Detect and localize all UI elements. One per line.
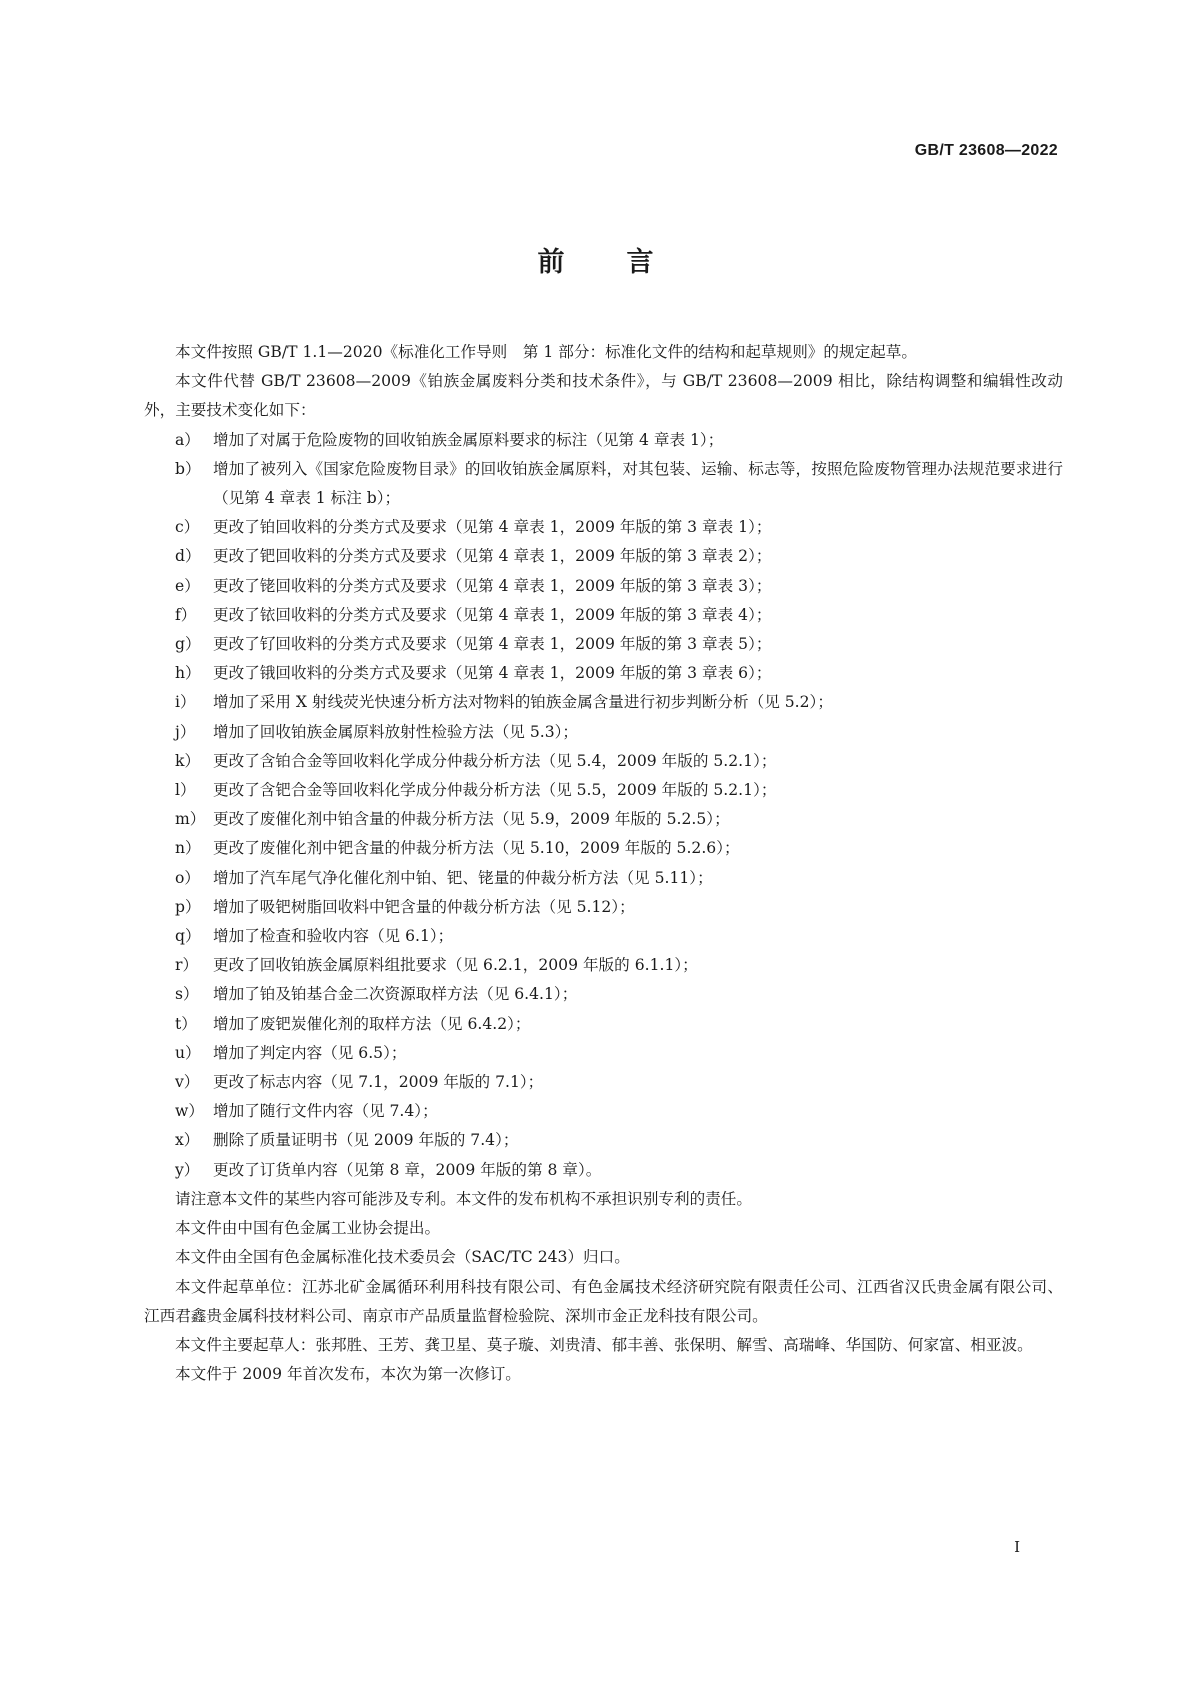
- change-item-text: 增加了随行文件内容（见 7.4）；: [213, 1102, 438, 1121]
- change-item-marker: j）: [175, 722, 196, 741]
- change-list-item: [144, 1126, 1063, 1155]
- change-list-item: [144, 688, 1063, 717]
- change-item-marker: s）: [175, 985, 199, 1004]
- change-item-text: 更改了铑回收料的分类方式及要求（见第 4 章表 1，2009 年版的第 3 章表 3）；: [213, 576, 772, 595]
- change-list-item: [144, 805, 1063, 834]
- change-item-marker: a）: [175, 430, 200, 449]
- change-item-text: 更改了钌回收料的分类方式及要求（见第 4 章表 1，2009 年版的第 3 章表 5）；: [213, 635, 772, 654]
- change-item-marker: u）: [175, 1043, 201, 1062]
- change-item-text: 更改了废催化剂中铂含量的仲裁分析方法（见 5.9，2009 年版的 5.2.5）；: [213, 810, 730, 829]
- change-list-item: [144, 1039, 1063, 1068]
- change-item-text: 增加了吸钯树脂回收料中钯含量的仲裁分析方法（见 5.12）；: [213, 897, 635, 916]
- change-item-marker: d）: [175, 547, 201, 566]
- change-list-item: [144, 922, 1063, 951]
- change-list-item: [144, 513, 1063, 542]
- change-item-marker: b）: [175, 459, 201, 478]
- change-item-marker: k）: [175, 751, 201, 770]
- change-list-item: [144, 776, 1063, 805]
- drafters-statement: 本文件主要起草人：张邦胜、王芳、龚卫星、莫子璇、刘贵清、郁丰善、张保明、解雪、高瑞峰、华国防、何家富、相亚波。: [175, 1335, 1033, 1354]
- change-item-text: 更改了铂回收料的分类方式及要求（见第 4 章表 1，2009 年版的第 3 章表 1）；: [213, 518, 772, 537]
- change-item-marker: f）: [175, 605, 197, 624]
- change-list-item: [144, 572, 1063, 601]
- change-item-marker: i）: [175, 693, 196, 712]
- change-list-item: [144, 630, 1063, 659]
- change-item-text: 删除了质量证明书（见 2009 年版的 7.4）；: [213, 1131, 519, 1150]
- change-list-item: [144, 1097, 1063, 1126]
- change-item-marker: l）: [175, 781, 196, 800]
- change-list-item: [144, 951, 1063, 980]
- page-number: I: [1014, 1538, 1020, 1556]
- change-item-marker: c）: [175, 518, 200, 537]
- change-item-text: 更改了回收铂族金属原料组批要求（见 6.2.1，2009 年版的 6.1.1）；: [213, 956, 698, 975]
- drafting-units-statement: 本文件起草单位：江苏北矿金属循环利用科技有限公司、有色金属技术经济研究院有限责任公司、江西省汉氏贵金属有限公司、江西君鑫贵金属科技材料公司、南京市产品质量监督检验院、深圳市金正龙科技有限公司。: [144, 1277, 1063, 1325]
- change-item-text: 更改了钯回收料的分类方式及要求（见第 4 章表 1，2009 年版的第 3 章表 2）；: [213, 547, 772, 566]
- change-list-item: [144, 1156, 1063, 1185]
- intro-paragraph-replacement: 本文件代替 GB/T 23608—2009《铂族金属废料分类和技术条件》，与 GB/T 23608—2009 相比，除结构调整和编辑性改动外，主要技术变化如下：: [144, 372, 1063, 420]
- change-item-text: 增加了回收铂族金属原料放射性检验方法（见 5.3）；: [213, 722, 579, 741]
- change-item-marker: o）: [175, 868, 200, 887]
- change-item-marker: t）: [175, 1014, 197, 1033]
- change-list-item: [144, 1010, 1063, 1039]
- change-list-item: [144, 747, 1063, 776]
- change-item-text: 增加了对属于危险废物的回收铂族金属原料要求的标注（见第 4 章表 1）；: [213, 430, 724, 449]
- change-item-marker: w）: [175, 1102, 204, 1121]
- change-item-text: 增加了采用 X 射线荧光快速分析方法对物料的铂族金属含量进行初步判断分析（见 5.2）；: [213, 693, 833, 712]
- page-title: 前言: [537, 247, 716, 278]
- change-item-text: 更改了铱回收料的分类方式及要求（见第 4 章表 1，2009 年版的第 3 章表 4）；: [213, 605, 772, 624]
- change-item-marker: h）: [175, 664, 201, 683]
- change-item-marker: p）: [175, 897, 201, 916]
- change-list-item: [144, 834, 1063, 863]
- publication-history: 本文件于 2009 年首次发布，本次为第一次修订。: [175, 1365, 521, 1384]
- change-item-text: 更改了标志内容（见 7.1，2009 年版的 7.1）；: [213, 1073, 544, 1092]
- committee-statement: 本文件由全国有色金属标准化技术委员会（SAC/TC 243）归口。: [175, 1248, 630, 1267]
- change-item-text: 更改了废催化剂中钯含量的仲裁分析方法（见 5.10，2009 年版的 5.2.6）；: [213, 839, 740, 858]
- change-item-text: 增加了汽车尾气净化催化剂中铂、钯、铑量的仲裁分析方法（见 5.11）；: [213, 868, 713, 887]
- intro-paragraph-drafting-rules: 本文件按照 GB/T 1.1—2020《标准化工作导则 第 1 部分：标准化文件的结构和起草规则》的规定起草。: [175, 343, 917, 361]
- technical-changes-list: [144, 426, 1063, 1185]
- change-item-text: 更改了锇回收料的分类方式及要求（见第 4 章表 1，2009 年版的第 3 章表 6）；: [213, 664, 772, 683]
- change-list-item: [144, 455, 1063, 513]
- change-item-text: 增加了废钯炭催化剂的取样方法（见 6.4.2）；: [213, 1014, 531, 1033]
- change-list-item: [144, 542, 1063, 571]
- change-item-marker: n）: [175, 839, 201, 858]
- proposer-statement: 本文件由中国有色金属工业协会提出。: [175, 1219, 441, 1238]
- change-item-text: 增加了判定内容（见 6.5）；: [213, 1043, 407, 1062]
- change-item-marker: y）: [175, 1160, 200, 1179]
- patent-notice: 请注意本文件的某些内容可能涉及专利。本文件的发布机构不承担识别专利的责任。: [175, 1189, 752, 1208]
- change-list-item: [144, 601, 1063, 630]
- change-item-marker: g）: [175, 635, 201, 654]
- change-list-item: [144, 1068, 1063, 1097]
- change-item-text: 更改了订货单内容（见第 8 章，2009 年版的第 8 章）。: [213, 1160, 602, 1179]
- change-item-marker: x）: [175, 1131, 200, 1150]
- change-list-item: [144, 864, 1063, 893]
- change-item-text: 增加了铂及铂基合金二次资源取样方法（见 6.4.1）；: [213, 985, 578, 1004]
- change-list-item: [144, 980, 1063, 1009]
- change-list-item: [144, 718, 1063, 747]
- change-item-text: 增加了被列入《国家危险废物目录》的回收铂族金属原料，对其包装、运输、标志等，按照危险废物管理办法规范要求进行（见第 4 章表 1 标注 b）；: [213, 459, 1063, 508]
- foreword-body: [144, 338, 1063, 1389]
- change-list-item: [144, 659, 1063, 688]
- change-item-marker: v）: [175, 1073, 200, 1092]
- change-item-text: 更改了含钯合金等回收料化学成分仲裁分析方法（见 5.5，2009 年版的 5.2.1）；: [213, 781, 777, 800]
- change-item-text: 更改了含铂合金等回收料化学成分仲裁分析方法（见 5.4，2009 年版的 5.2.1）；: [213, 751, 777, 770]
- standard-code: GB/T 23608—2022: [914, 142, 1058, 159]
- change-item-marker: m）: [175, 810, 206, 829]
- change-item-text: 增加了检查和验收内容（见 6.1）；: [213, 927, 454, 946]
- change-item-marker: r）: [175, 956, 199, 975]
- change-item-marker: e）: [175, 576, 200, 595]
- change-list-item: [144, 893, 1063, 922]
- change-list-item: [144, 426, 1063, 455]
- change-item-marker: q）: [175, 927, 201, 946]
